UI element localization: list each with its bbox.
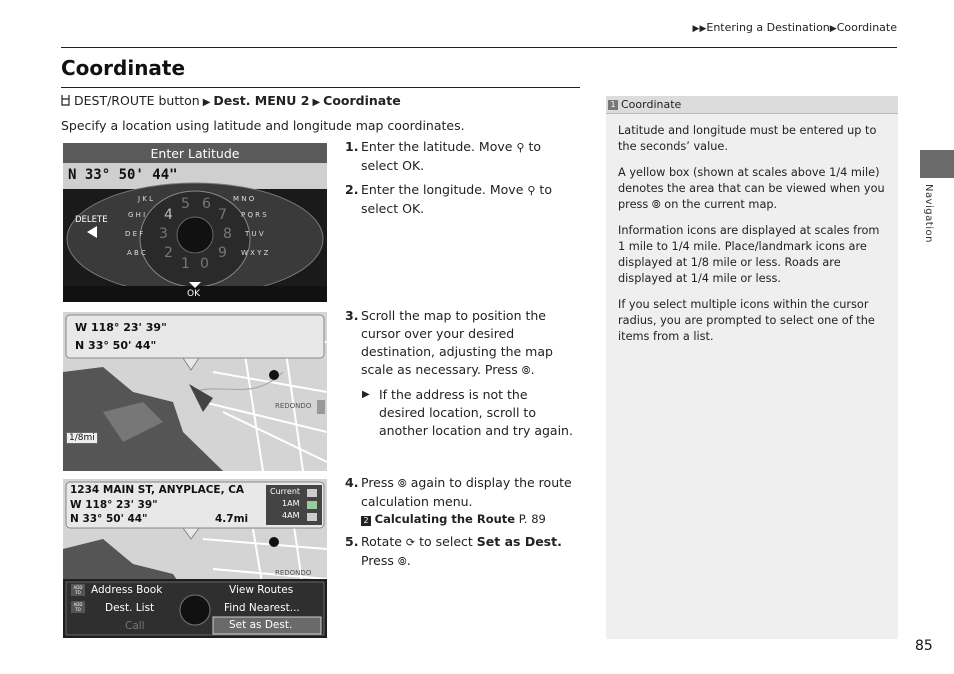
enter-latitude-screen [63,143,327,302]
sidebar-note-1: Latitude and longitude must be entered up to the seconds’ value. [618,124,877,153]
menu-view-routes[interactable]: View Routes [229,584,294,596]
sidebar-note-2 [618,165,886,213]
step-3-note-text: If the address is not the desired location, scroll to another location and try again. [379,387,573,438]
keypad-digit-2[interactable]: 2 [164,245,173,261]
step-2-number: 2. [345,182,359,197]
enter-dial-icon: ⦾ [521,364,531,377]
rotate-dial-icon: ⟳ [405,536,416,549]
sidebar-body [606,114,898,345]
step-1: 1. Enter the latitude. Move ⚲ to select OK. [345,139,542,173]
step-5-text-b: to select [419,534,473,549]
step-5-text-c: Press [361,553,394,568]
interface-dial-icon[interactable] [180,595,210,625]
step-2-text: Enter the longitude. Move [361,182,524,197]
sidebar-heading [606,96,898,114]
menu-path [61,93,401,108]
sidebar-badge: 1 [608,100,618,110]
breadcrumb-section[interactable]: Entering a Destination [706,21,830,34]
screen-title: Enter Latitude [150,146,240,161]
keypad-letters-wxyz[interactable]: W X Y Z [241,249,269,257]
keypad-digit-3[interactable]: 3 [159,226,168,242]
step-4-text-a: Press [361,475,394,490]
sidebar-note-2-b: on the current map. [664,198,778,211]
menu-set-as-dest[interactable]: Set as Dest. [229,619,293,631]
home-button-icon [61,94,70,106]
keypad-digit-4[interactable]: 4 [164,207,173,223]
sidebar-note-4: If you select multiple icons within the cursor radius, you are prompted to select one of the items from a list. [618,298,875,343]
map-coordinate-screen [63,312,327,471]
intro-text: Specify a location using latitude and longitude map coordinates. [61,118,465,133]
path-item-dest-menu: Dest. MENU 2 [213,93,310,108]
keypad-digit-9[interactable]: 9 [218,245,227,261]
step-1-ok: OK [402,158,421,173]
keypad-digit-5[interactable]: 5 [181,196,190,212]
move-dial-icon: ⚲ [516,141,525,154]
zoom-bar-icon[interactable] [317,400,325,414]
time-current[interactable]: Current [270,487,301,496]
step-2-text-b: to select [361,182,552,216]
add-to-badge-text-1: ADD TO [73,585,83,595]
step-5-text-a: Rotate [361,534,402,549]
keypad-letters-mno[interactable]: M N O [233,195,255,203]
longitude-readout-2: W 118° 23' 39" [70,499,158,511]
route-menu-screen [63,479,327,638]
menu-dest-list[interactable]: Dest. List [105,602,155,614]
longitude-readout: W 118° 23' 39" [75,321,167,334]
header-breadcrumb [693,21,897,34]
latitude-value: N 33° 50' 44" [68,167,178,183]
step-2-ok: OK [402,201,421,216]
time-1am[interactable]: 1AM [282,499,300,508]
step-4-number: 4. [345,475,359,490]
move-dial-icon-2: ⚲ [527,184,536,197]
breadcrumb-current: Coordinate [836,21,897,34]
sidebar-notes [606,96,898,639]
steps-group-3 [345,474,577,577]
keypad-digit-6[interactable]: 6 [202,196,211,212]
steps-group-1 [345,138,577,224]
menu-find-nearest[interactable]: Find Nearest... [224,602,300,614]
keypad-letters-abc[interactable]: A B C [127,249,146,257]
section-tab-label: Navigation [923,184,934,243]
breadcrumb-separator: ▶ [829,24,837,34]
header-rule [61,47,897,48]
step-3-note [345,386,577,440]
step-4-xref[interactable] [361,511,577,527]
keypad-digit-0[interactable]: 0 [200,256,209,272]
keypad-letters-jkl[interactable]: J K L [138,195,154,203]
distance-readout: 4.7mi [215,513,249,525]
xref-page: P. 89 [518,512,546,526]
sidebar-note-2-a: A yellow box (shown at scales above 1/4 mile) denotes the area that can be viewed when you press [618,166,885,211]
keypad-letters-def[interactable]: D E F [125,230,144,238]
map-place-label-2: REDONDO [275,569,312,577]
poi-marker-icon-2 [269,537,279,547]
note-arrow: ▶ [362,389,370,400]
sidebar-heading-text: Coordinate [621,98,682,111]
breadcrumb-arrows: ▶▶ [692,24,707,34]
step-3-text: Scroll the map to position the cursor over your desired destination, adjusting the map scale as necessary. Press [361,308,553,377]
path-separator-2: ▶ [312,97,321,108]
path-separator-1: ▶ [202,97,211,108]
map-scale[interactable]: 1/8mi [66,432,98,444]
ok-button[interactable]: OK [187,289,200,299]
xref-icon: 2 [361,516,371,526]
step-5: 5. Rotate ⟳ to select Set as Dest. Press ⦾. [345,533,577,571]
enter-dial-icon-3: ⦾ [397,555,407,568]
step-2: 2. Enter the longitude. Move ⚲ to select OK. [345,182,552,216]
keypad-letters-ghi[interactable]: G H I [128,211,146,219]
menu-call: Call [125,620,145,632]
menu-address-book[interactable]: Address Book [91,584,163,596]
keypad-letters-pqrs[interactable]: P Q R S [241,211,267,219]
enter-dial-icon-2: ⦾ [397,477,407,490]
keypad-letters-tuv[interactable]: T U V [245,230,264,238]
title-rule [61,87,580,88]
step-1-text-b: to select [361,139,542,173]
page-number: 85 [915,638,933,654]
step-5-target: Set as Dest. [476,534,562,549]
xref-link[interactable]: Calculating the Route [374,512,516,526]
path-start: DEST/ROUTE button [74,93,200,108]
latitude-readout-2: N 33° 50' 44" [70,513,148,525]
add-to-badge-text-2: ADD TO [73,602,83,612]
map-graphic[interactable] [63,312,327,471]
page-title: Coordinate [61,56,186,80]
latitude-readout: N 33° 50' 44" [75,339,157,352]
delete-button[interactable]: DELETE [75,215,108,225]
steps-group-2 [345,307,577,440]
step-4-text-b: again to display the route calculation menu. [361,475,572,509]
map-place-label: REDONDO [275,402,312,410]
step-5-number: 5. [345,534,359,549]
keypad-digit-7[interactable]: 7 [218,207,227,223]
section-tab[interactable] [920,150,954,178]
step-4 [345,474,577,527]
path-item-coordinate: Coordinate [323,93,401,108]
address-readout: 1234 MAIN ST, ANYPLACE, CA [70,484,245,496]
sidebar-note-3: Information icons are displayed at scales from 1 mile to 1/4 mile. Place/landmark icons are displayed at 1/8 mile or less. Roads are displayed at 1/4 mile or less. [618,224,880,285]
poi-marker-icon [269,370,279,380]
step-3-number: 3. [345,308,359,323]
time-4am[interactable]: 4AM [282,511,300,520]
enter-dial-icon-4: ⦾ [651,198,661,211]
step-1-text: Enter the latitude. Move [361,139,513,154]
keypad-digit-8[interactable]: 8 [223,226,232,242]
keypad-digit-1[interactable]: 1 [181,256,190,272]
step-1-number: 1. [345,139,359,154]
step-3: 3. Scroll the map to position the cursor over your desired destination, adjusting the map scale as necessary. Press ⦾. [345,307,577,380]
